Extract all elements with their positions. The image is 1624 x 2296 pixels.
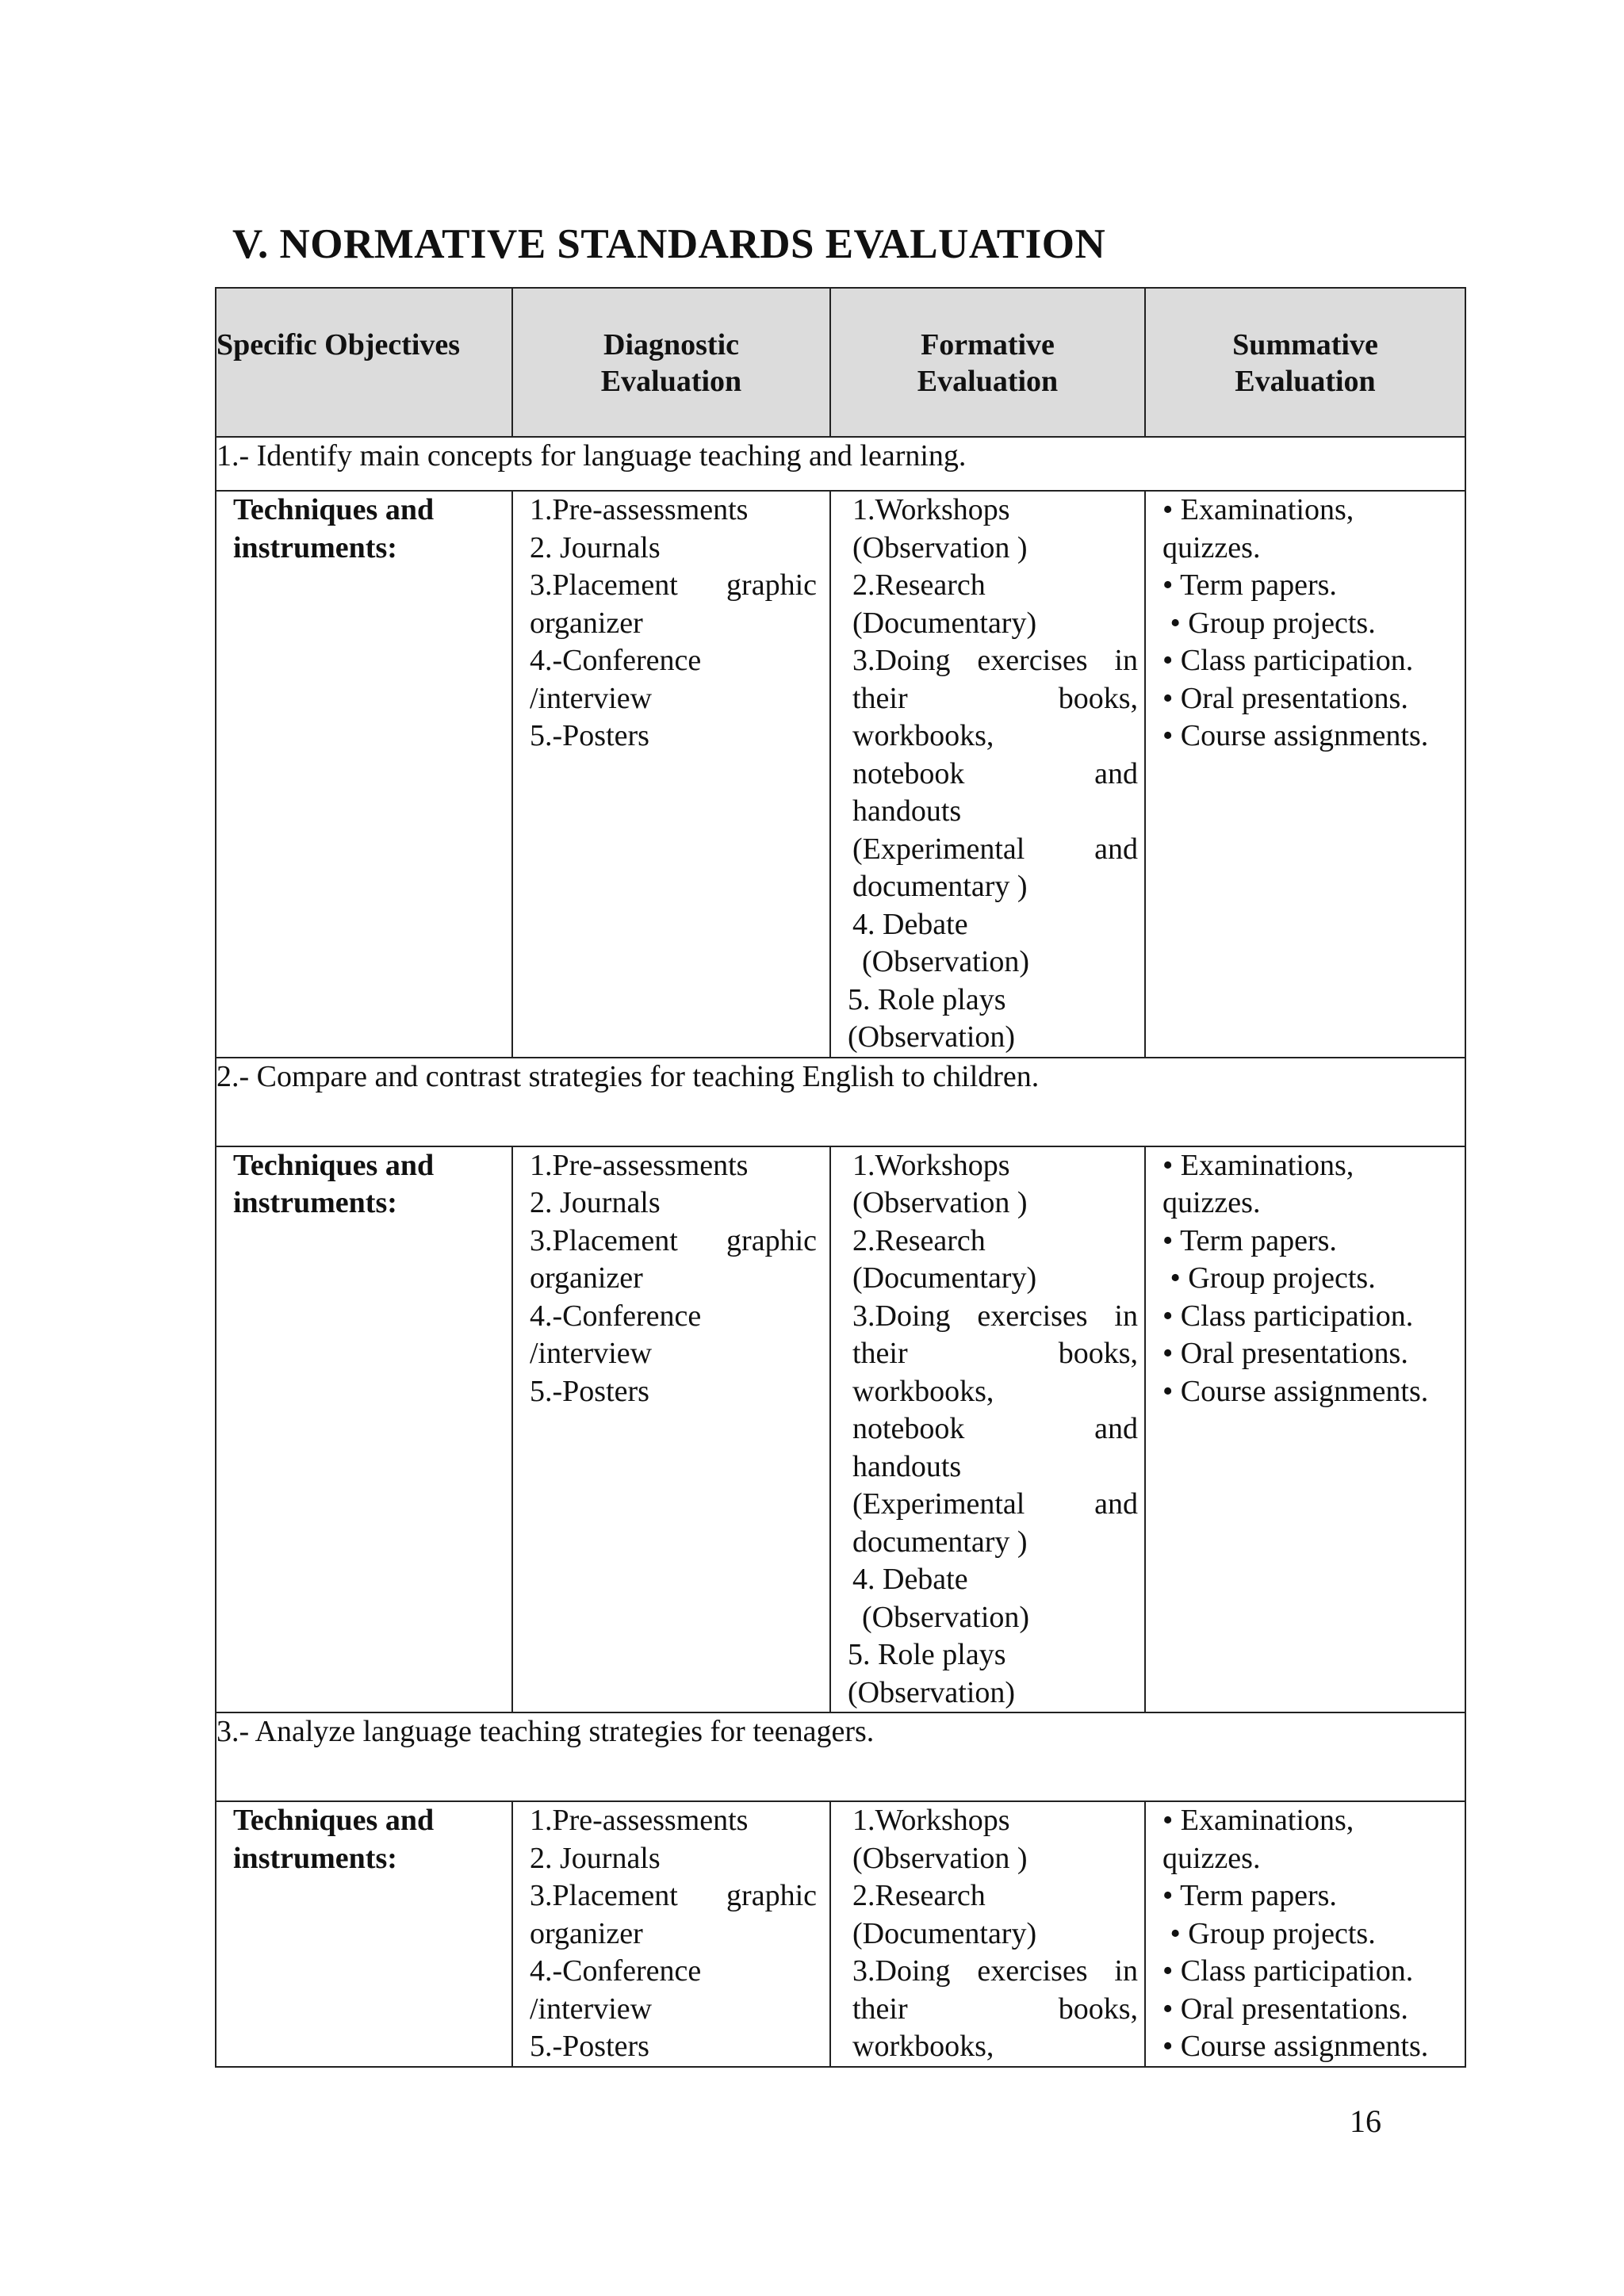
summative-cell: • Examinations, quizzes. • Term papers. • Group projects. • Class participation. • Oral presentations. • Course assignments. — [1145, 1146, 1465, 1713]
techniques-row — [216, 1801, 1465, 2067]
techniques-label: Techniques and instruments: — [216, 1801, 512, 2067]
formative-cell: 1.Workshops (Observation ) 2.Research (Documentary) 3.Doing exercises in their books, workbooks, — [830, 1801, 1145, 2067]
header-diagnostic-evaluation: Diagnostic Evaluation — [512, 288, 830, 437]
diagnostic-cell: 1.Pre-assessments 2. Journals 3.Placement graphic organizer 4.-Conference /interview 5.-Posters — [512, 1801, 830, 2067]
evaluation-table — [215, 287, 1466, 2068]
techniques-row — [216, 1146, 1465, 1713]
diagnostic-cell: 1.Pre-assessments 2. Journals 3.Placement graphic organizer 4.-Conference /interview 5.-Posters — [512, 491, 830, 1058]
objective-row — [216, 1058, 1465, 1146]
objective-row — [216, 1712, 1465, 1801]
objective-text: 1.- Identify main concepts for language teaching and learning. — [216, 437, 1465, 491]
header-row — [216, 288, 1465, 437]
techniques-label: Techniques and instruments: — [216, 1146, 512, 1713]
header-specific-objectives: Specific Objectives — [216, 288, 512, 437]
header-formative-evaluation: Formative Evaluation — [830, 288, 1145, 437]
objective-row — [216, 437, 1465, 491]
formative-cell: 1.Workshops (Observation ) 2.Research (Documentary) 3.Doing exercises in their books, workbooks, notebook and handouts (Experimental and documentary ) 4. Debate (Observation) 5. Role plays (Observation) — [830, 1146, 1145, 1713]
page-title: V. NORMATIVE STANDARDS EVALUATION — [232, 221, 1106, 267]
objective-text: 3.- Analyze language teaching strategies for teenagers. — [216, 1712, 1465, 1801]
formative-cell: 1.Workshops (Observation ) 2.Research (Documentary) 3.Doing exercises in their books, workbooks, notebook and handouts (Experimental and documentary ) 4. Debate (Observation) 5. Role plays (Observation) — [830, 491, 1145, 1058]
objective-text: 2.- Compare and contrast strategies for teaching English to children. — [216, 1058, 1465, 1146]
techniques-label: Techniques and instruments: — [216, 491, 512, 1058]
summative-cell: • Examinations, quizzes. • Term papers. • Group projects. • Class participation. • Oral presentations. • Course assignments. — [1145, 1801, 1465, 2067]
techniques-row — [216, 491, 1465, 1058]
diagnostic-cell: 1.Pre-assessments 2. Journals 3.Placement graphic organizer 4.-Conference /interview 5.-Posters — [512, 1146, 830, 1713]
summative-cell: • Examinations, quizzes. • Term papers. • Group projects. • Class participation. • Oral presentations. • Course assignments. — [1145, 491, 1465, 1058]
header-summative-evaluation: Summative Evaluation — [1145, 288, 1465, 437]
page-number: 16 — [1350, 2103, 1381, 2139]
